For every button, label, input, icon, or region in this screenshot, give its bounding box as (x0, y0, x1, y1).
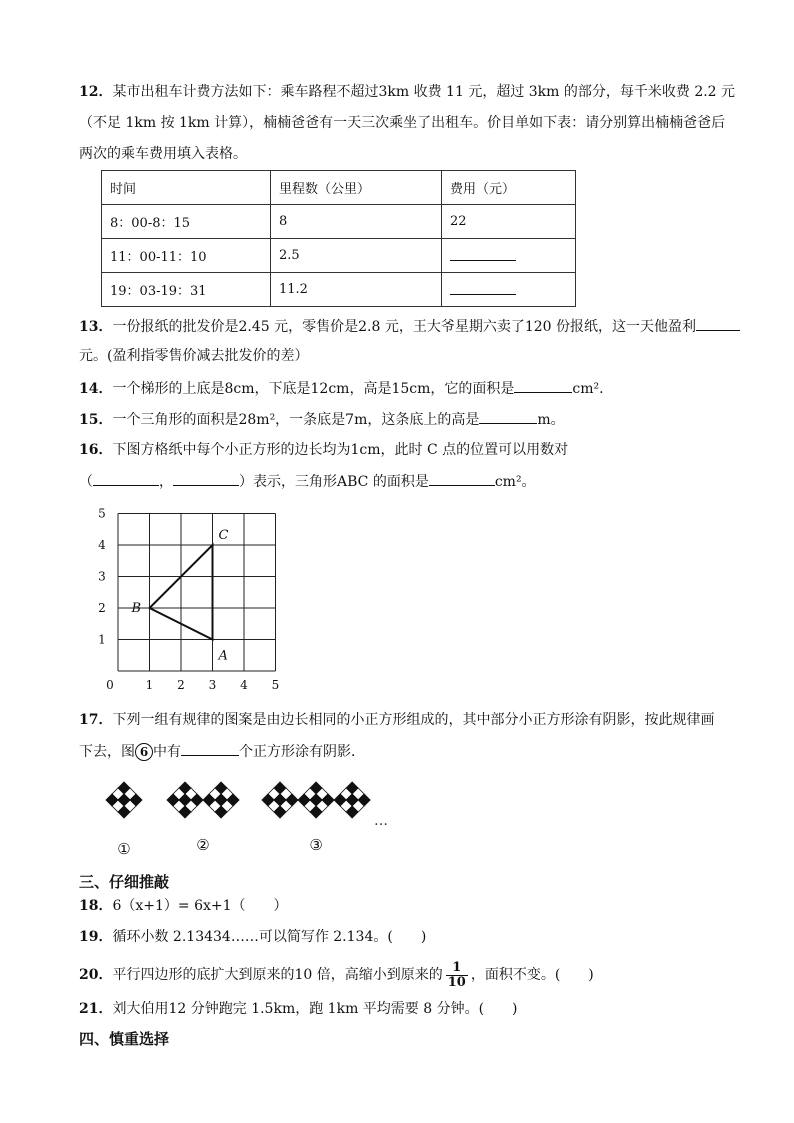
table-cell: 2.5 (271, 239, 442, 273)
fare-table (101, 170, 576, 307)
q12-line2: （不足 1km 按 1km 计算），楠楠爸爸有一天三次乘坐了出租车。价目单如下表：请分别算出楠楠爸爸后 (79, 115, 726, 131)
q13-line2: 元。(盈利指零售价减去批发价的差） (79, 348, 309, 364)
x-tick-label: 2 (177, 678, 185, 692)
coordinate-grid (96, 505, 296, 700)
checker-diamond (262, 782, 298, 818)
y-tick-label: 2 (98, 601, 106, 615)
table-cell: 22 (442, 205, 576, 239)
q16-line2: （ ， ）表示，三角形ABC 的面积是 cm²。 (79, 471, 536, 492)
q12-line3: 两次的乘车费用填入表格。 (79, 146, 247, 162)
q12-line1: 12．某市出租车计费方法如下：乘车路程不超过3km 收费 11 元，超过 3km 的部分，每千米收费 2.2 元 (79, 84, 736, 100)
q17-line2: 下去，图 6 中有 个正方形涂有阴影． (79, 741, 365, 762)
table-row (102, 273, 576, 307)
q16-line1: 16．下图方格纸中每个小正方形的边长均为1cm，此时 C 点的位置可以用数对 (79, 442, 569, 458)
checker-diamond (334, 782, 370, 818)
y-tick-label: 4 (98, 538, 106, 552)
answer-blank[interactable] (429, 471, 495, 486)
q17-line1: 17．下列一组有规律的图案是由边长相同的小正方形组成的，其中部分小正方形涂有阴影，按此规律画 (79, 712, 715, 728)
q14: 14．一个梯形的上底是8cm，下底是12cm，高是15cm，它的面积是 cm². (79, 378, 604, 399)
checker-diamond (106, 782, 142, 818)
point-label-c: C (218, 528, 229, 543)
fraction-one-tenth: $\frac{1}{10}$ (447, 959, 466, 990)
answer-blank[interactable] (696, 316, 740, 331)
table-row (102, 205, 576, 239)
table-cell-answer (442, 273, 576, 307)
answer-blank[interactable] (479, 409, 537, 424)
y-tick-label: 3 (98, 569, 106, 584)
answer-blank[interactable] (514, 378, 572, 393)
q19: 19．循环小数 2.13434……可以简写作 2.134。( ) (79, 929, 427, 945)
answer-blank[interactable] (181, 741, 239, 756)
table-cell-answer (442, 239, 576, 273)
answer-blank[interactable] (450, 246, 516, 261)
figure-number-badge: 6 (135, 743, 153, 761)
table-row (102, 239, 576, 273)
point-label-b: B (131, 601, 142, 616)
q18: 18．6（x+1）= 6x+1（ ） (79, 898, 288, 914)
answer-blank[interactable] (450, 280, 516, 295)
checker-diamond (203, 782, 239, 818)
table-header: 时间 (102, 171, 271, 205)
x-tick-label: 4 (240, 678, 248, 692)
q13-line1: 13．一份报纸的批发价是2.45 元，零售价是2.8 元，王大爷星期六卖了120 份报纸，这一天他盈利 (79, 316, 740, 337)
checker-pattern-figures (90, 770, 410, 860)
x-tick-label: 1 (145, 678, 154, 692)
table-cell: 11：00-11：10 (102, 239, 271, 273)
table-header: 里程数（公里） (271, 171, 442, 205)
y-tick-label: 5 (98, 506, 106, 521)
table-cell: 8：00-8：15 (102, 205, 271, 239)
table-cell: 19：03-19：31 (102, 273, 271, 307)
checker-diamond (167, 782, 203, 818)
answer-blank[interactable] (173, 471, 239, 486)
ellipsis: … (374, 813, 388, 829)
point-label-a: A (218, 648, 228, 664)
figure-label: ① (117, 840, 131, 858)
figure-label: ③ (309, 836, 323, 854)
q21: 21．刘大伯用12 分钟跑完 1.5km，跑 1km 平均需要 8 分钟。( ) (79, 1001, 518, 1017)
answer-blank[interactable] (93, 471, 159, 486)
checker-diamond (298, 782, 334, 818)
q15: 15．一个三角形的面积是28m²，一条底是7m，这条底上的高是 m。 (79, 409, 565, 430)
figure-label: ② (196, 836, 210, 854)
y-tick-label: 1 (98, 632, 106, 647)
x-tick-label: 3 (208, 678, 217, 692)
table-cell: 8 (271, 205, 442, 239)
x-tick-label: 5 (271, 678, 280, 692)
table-header: 费用（元） (442, 171, 576, 205)
q12-number: 12． (79, 84, 113, 100)
q20: 20．平行四边形的底扩大到原来的10 倍，高缩小到原来的 $\frac{1}{10}$ ，面积不变。( ) (79, 959, 594, 990)
section-4-title: 四、慎重选择 (79, 1030, 170, 1048)
section-3-title: 三、仔细推敲 (79, 873, 170, 891)
table-header-row (102, 171, 576, 205)
table-cell: 11.2 (271, 273, 442, 307)
x-tick-label: 0 (106, 678, 114, 692)
